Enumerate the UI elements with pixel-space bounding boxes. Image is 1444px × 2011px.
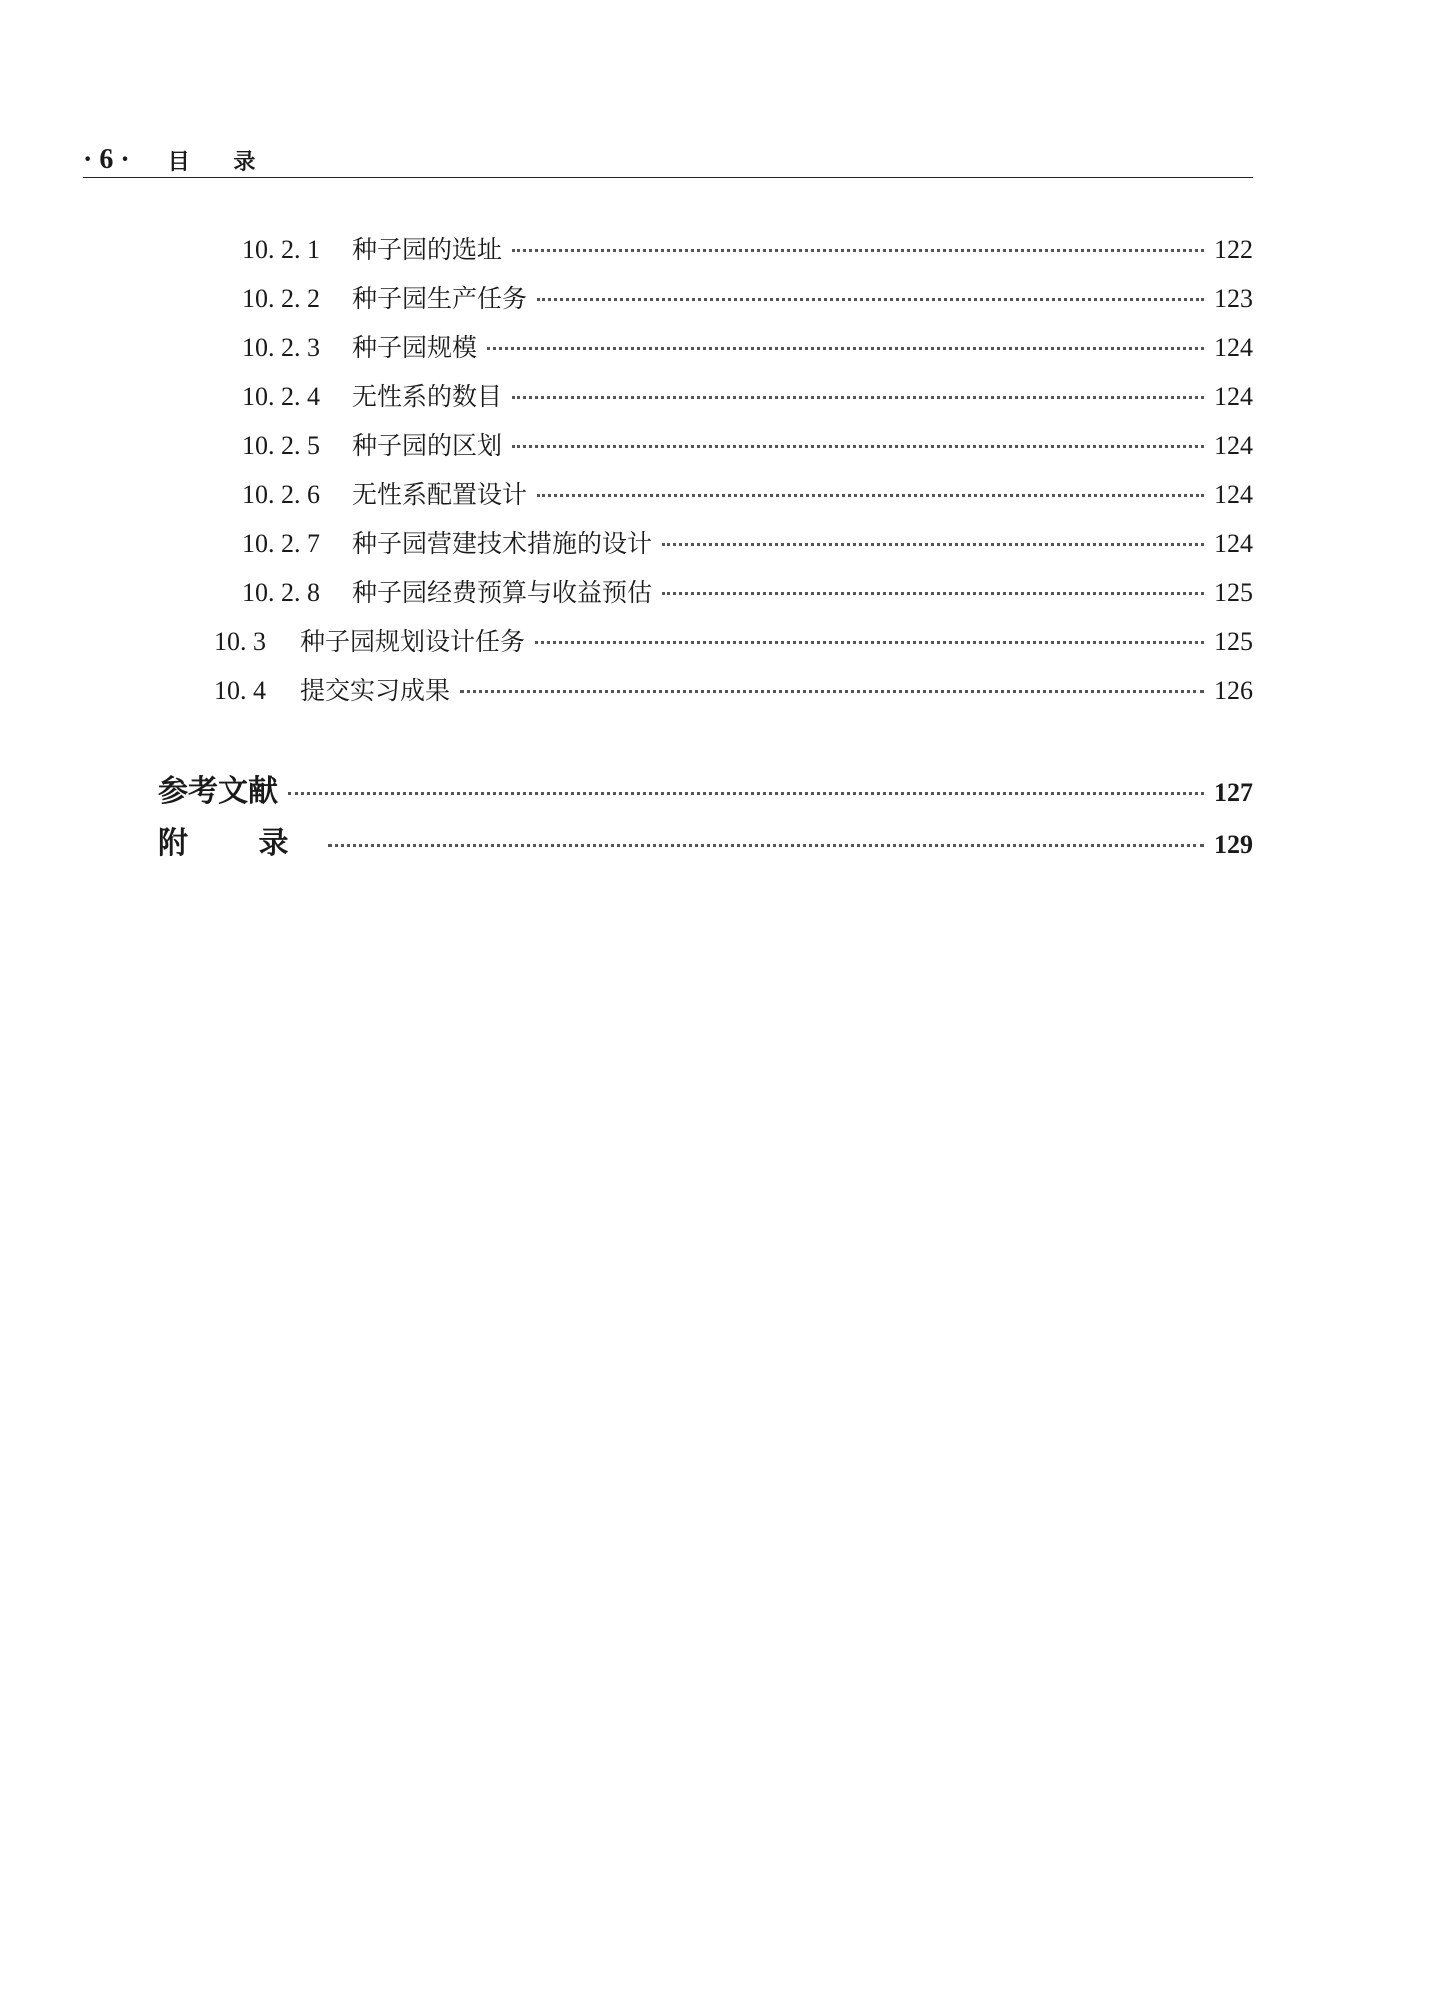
dot-leader <box>537 298 1204 301</box>
dot-leader <box>288 792 1204 795</box>
header-title: 目 录 <box>167 149 274 175</box>
toc-entry-page: 129 <box>1214 830 1253 859</box>
running-header <box>83 144 1253 176</box>
toc-entry-title: 种子园的区划 <box>352 431 503 460</box>
toc-entry-number: 10. 2. 8 <box>242 578 320 607</box>
toc-entry-number: 10. 2. 6 <box>242 480 320 509</box>
toc-entry-title: 附 录 <box>158 826 319 861</box>
toc-entry[interactable] <box>214 671 1253 707</box>
toc-major-entry[interactable] <box>158 766 1253 810</box>
toc-entry-page: 125 <box>1214 627 1253 656</box>
page-number: · 6 · <box>83 144 130 175</box>
toc-entry[interactable] <box>242 524 1253 560</box>
toc-entry-number: 10. 2. 1 <box>242 235 320 264</box>
toc-entry-page: 124 <box>1214 529 1253 558</box>
dot-leader <box>487 347 1204 350</box>
toc-entry[interactable] <box>242 230 1253 266</box>
toc-entry[interactable] <box>242 475 1253 511</box>
toc-entry-number: 10. 2. 3 <box>242 333 320 362</box>
dot-leader <box>662 543 1204 546</box>
toc-entry-title: 参考文献 <box>158 774 278 809</box>
toc-entry-page: 126 <box>1214 676 1253 705</box>
toc-entry-page: 125 <box>1214 578 1253 607</box>
toc-entry-number: 10. 2. 4 <box>242 382 320 411</box>
toc-entry-page: 127 <box>1214 778 1253 807</box>
toc-entry-title: 提交实习成果 <box>300 676 451 705</box>
toc-entry-title: 无性系的数目 <box>352 382 503 411</box>
dot-leader <box>662 592 1204 595</box>
dot-leader <box>512 445 1204 448</box>
dot-leader <box>328 844 1204 847</box>
toc-entry-page: 124 <box>1214 333 1253 362</box>
toc-entry[interactable] <box>242 573 1253 609</box>
toc-entry-page: 123 <box>1214 284 1253 313</box>
toc-entry-number: 10. 4 <box>214 676 266 705</box>
dot-leader <box>535 641 1204 644</box>
toc-entry-page: 122 <box>1214 235 1253 264</box>
dot-leader <box>537 494 1204 497</box>
toc-entry[interactable] <box>242 279 1253 315</box>
toc-entry-title: 种子园经费预算与收益预估 <box>352 578 653 607</box>
toc-entry[interactable] <box>214 622 1253 658</box>
toc-entry-number: 10. 2. 7 <box>242 529 320 558</box>
toc-entry-title: 种子园规划设计任务 <box>300 627 526 656</box>
dot-leader <box>460 690 1204 693</box>
toc-entry[interactable] <box>242 377 1253 413</box>
toc-entry-title: 种子园规模 <box>352 333 478 362</box>
toc-entry-page: 124 <box>1214 431 1253 460</box>
toc-entry[interactable] <box>242 426 1253 462</box>
toc-entry[interactable] <box>242 328 1253 364</box>
dot-leader <box>512 249 1204 252</box>
toc-entry-title: 种子园营建技术措施的设计 <box>352 529 653 558</box>
toc-entry-title: 种子园的选址 <box>352 235 503 264</box>
toc-entry-number: 10. 3 <box>214 627 266 656</box>
toc-entry-page: 124 <box>1214 382 1253 411</box>
header-rule <box>83 177 1253 178</box>
toc-entry-title: 无性系配置设计 <box>352 480 528 509</box>
toc-entry-page: 124 <box>1214 480 1253 509</box>
dot-leader <box>512 396 1204 399</box>
toc-entry-number: 10. 2. 5 <box>242 431 320 460</box>
toc-major-entry[interactable] <box>158 818 1253 862</box>
toc-entry-number: 10. 2. 2 <box>242 284 320 313</box>
toc-entry-title: 种子园生产任务 <box>352 284 528 313</box>
